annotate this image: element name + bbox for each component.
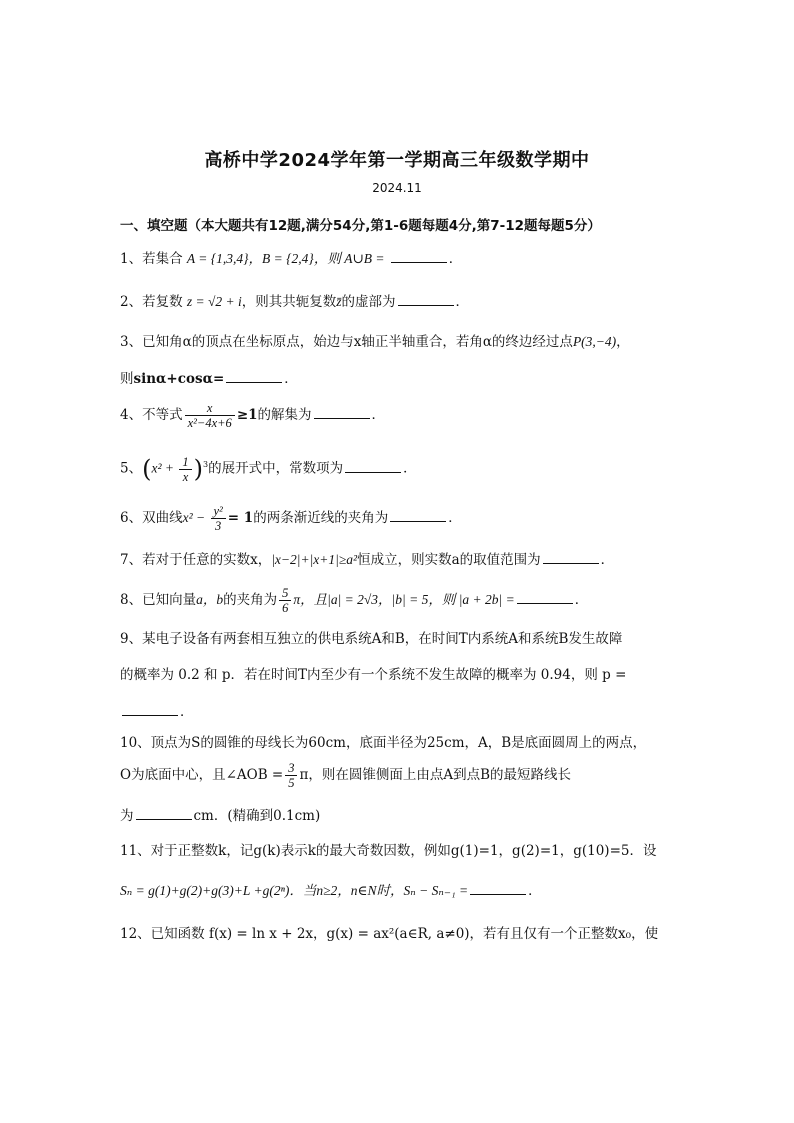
q5-prefix: 5、 bbox=[120, 460, 143, 477]
q10-line2-suffix: π，则在圆锥侧面上由点A到点B的最短路线长 bbox=[299, 767, 572, 783]
q10-numerator: 3 bbox=[285, 761, 297, 776]
q2-conj: z̄ bbox=[336, 294, 342, 309]
q10-line1: 10、顶点为S的圆锥的母线长为60cm，底面半径为25cm，A，B是底面圆周上的两点， bbox=[120, 735, 647, 751]
q7-prefix: 7、若对于任意的实数x， bbox=[120, 552, 272, 568]
exam-date: 2024.11 bbox=[372, 181, 422, 195]
q5-expr: x² + bbox=[151, 460, 178, 476]
q3-point: P(3,−4) bbox=[572, 334, 617, 349]
answer-blank bbox=[314, 417, 370, 419]
question-10-line-1 bbox=[120, 734, 690, 752]
q8-end: ． bbox=[574, 592, 589, 608]
q9-line2: 的概率为 0.2 和 p．若在时间T内至少有一个系统不发生故障的概率为 0.94，则 p = bbox=[120, 667, 627, 683]
q3-comma: ， bbox=[616, 334, 630, 350]
q8-pi: π，且 bbox=[293, 592, 328, 607]
question-1 bbox=[120, 250, 690, 268]
q8-mid: 的夹角为 bbox=[223, 592, 278, 608]
q6-prefix: 6、双曲线 bbox=[120, 510, 183, 526]
q4-prefix: 4、不等式 bbox=[120, 407, 183, 423]
question-7 bbox=[120, 551, 690, 569]
q2-prefix: 2、若复数 bbox=[120, 294, 183, 310]
section-heading: 一、填空题（本大题共有12题,满分54分,第1-6题每题4分,第7-12题每题5分） bbox=[120, 218, 601, 234]
q7-end: ． bbox=[600, 552, 615, 568]
q6-denominator: 3 bbox=[215, 519, 222, 533]
q7-suffix: 恒成立，则实数a的取值范围为 bbox=[357, 552, 541, 568]
q9-line1: 9、某电子设备有两套相互独立的供电系统A和B，在时间T内系统A和系统B发生故障 bbox=[120, 631, 623, 647]
q5-end: ． bbox=[403, 460, 417, 477]
answer-blank bbox=[470, 893, 526, 895]
q8-vecs: a，b bbox=[196, 592, 224, 607]
open-paren: ( bbox=[142, 455, 152, 483]
q11-end: ． bbox=[528, 883, 542, 899]
q4-denominator: x²−4x+6 bbox=[187, 416, 232, 430]
question-11-line-1 bbox=[120, 842, 690, 860]
answer-blank bbox=[390, 520, 446, 522]
question-5 bbox=[120, 450, 690, 484]
answer-blank bbox=[398, 304, 454, 306]
q8-denominator: 6 bbox=[282, 601, 289, 615]
answer-blank bbox=[226, 381, 282, 383]
answer-blank bbox=[543, 562, 599, 564]
close-paren: ) bbox=[193, 455, 203, 483]
q6-expr: x² − bbox=[182, 510, 209, 525]
q3-end: ． bbox=[284, 371, 298, 387]
q9-end: ． bbox=[180, 704, 194, 720]
q11-line1: 11、对于正整数k，记g(k)表示k的最大奇数因数，例如g(1)=1，g(2)=1，g(10)=5．设 bbox=[120, 843, 657, 859]
q12-line1: 12、已知函数 f(x) = ln x + 2x，g(x) = ax²(a∈R, a≠0)，若有且仅有一个正整数x₀，使 bbox=[120, 926, 659, 942]
q2-end: ． bbox=[455, 294, 470, 310]
q3-line2-prefix: 则 bbox=[120, 371, 134, 387]
exam-title: 高桥中学2024学年第一学期高三年级数学期中 bbox=[204, 150, 590, 171]
question-3-line-2 bbox=[120, 370, 690, 388]
answer-blank bbox=[517, 602, 573, 604]
q10-line3-prefix: 为 bbox=[120, 808, 134, 824]
q3-line1: 3、已知角α的顶点在坐标原点，始边与x轴正半轴重合，若角α的终边经过点 bbox=[120, 334, 573, 350]
answer-blank bbox=[136, 818, 192, 820]
q3-line2-math: sinα+cosα= bbox=[133, 371, 225, 387]
q5-fraction bbox=[179, 455, 191, 484]
question-9-line-3 bbox=[120, 703, 690, 721]
q1-math: A = {1,3,4}，B = {2,4}，则 A∪B = bbox=[186, 251, 385, 266]
q2-suffix: 的虚部为 bbox=[341, 294, 396, 310]
question-6 bbox=[120, 503, 690, 533]
q8-fraction bbox=[279, 586, 291, 615]
question-9-line-1 bbox=[120, 630, 690, 648]
question-8 bbox=[120, 585, 690, 615]
question-2 bbox=[120, 293, 690, 311]
q11-line2: Sₙ = g(1)+g(2)+g(3)+L +g(2ⁿ)．当n≥2，n∈N时，Sₙ − Sₙ₋₁ = bbox=[120, 883, 469, 898]
q10-line3-suffix: cm．(精确到0.1cm) bbox=[193, 808, 321, 824]
q6-relation: = 1 bbox=[227, 510, 254, 526]
q1-end: ． bbox=[448, 251, 463, 267]
q5-numerator: 1 bbox=[179, 455, 191, 470]
q6-suffix: 的两条渐近线的夹角为 bbox=[253, 510, 389, 526]
question-12-line-1 bbox=[120, 925, 690, 943]
q1-prefix: 1、若集合 bbox=[120, 251, 183, 267]
q6-fraction bbox=[211, 504, 226, 533]
q8-numerator: 5 bbox=[279, 586, 291, 601]
question-10-line-3 bbox=[120, 807, 690, 825]
q10-line2-prefix: O为底面中心，且∠AOB = bbox=[120, 767, 284, 783]
q4-numerator: x bbox=[185, 401, 235, 416]
question-10-line-2 bbox=[120, 760, 690, 790]
q8-cond: |a| = 2√3，|b| = 5，则 |a + 2b| = bbox=[327, 592, 515, 607]
q10-fraction bbox=[285, 761, 297, 790]
question-4 bbox=[120, 400, 690, 430]
q5-suffix: 的展开式中，常数项为 bbox=[208, 460, 344, 477]
q4-relation: ≥1 bbox=[236, 407, 258, 423]
q4-suffix: 的解集为 bbox=[257, 407, 312, 423]
q5-denominator: x bbox=[182, 469, 189, 484]
answer-blank bbox=[122, 714, 178, 716]
q6-numerator: y² bbox=[211, 504, 226, 519]
q2-mid: ，则其共轭复数 bbox=[241, 294, 337, 310]
q4-end: ． bbox=[371, 407, 386, 423]
q8-prefix: 8、已知向量 bbox=[120, 592, 197, 608]
q4-fraction bbox=[185, 401, 235, 430]
q6-end: ． bbox=[448, 510, 462, 526]
answer-blank bbox=[345, 471, 401, 473]
answer-blank bbox=[391, 261, 447, 263]
q5-power: 3 bbox=[203, 460, 209, 469]
q10-denominator: 5 bbox=[288, 776, 295, 790]
question-3-line-1 bbox=[120, 333, 690, 351]
question-11-line-2 bbox=[120, 882, 690, 900]
q7-math: |x−2|+|x+1|≥a² bbox=[271, 552, 358, 567]
question-9-line-2 bbox=[120, 666, 690, 684]
q2-math: z = √2 + i bbox=[186, 294, 242, 309]
